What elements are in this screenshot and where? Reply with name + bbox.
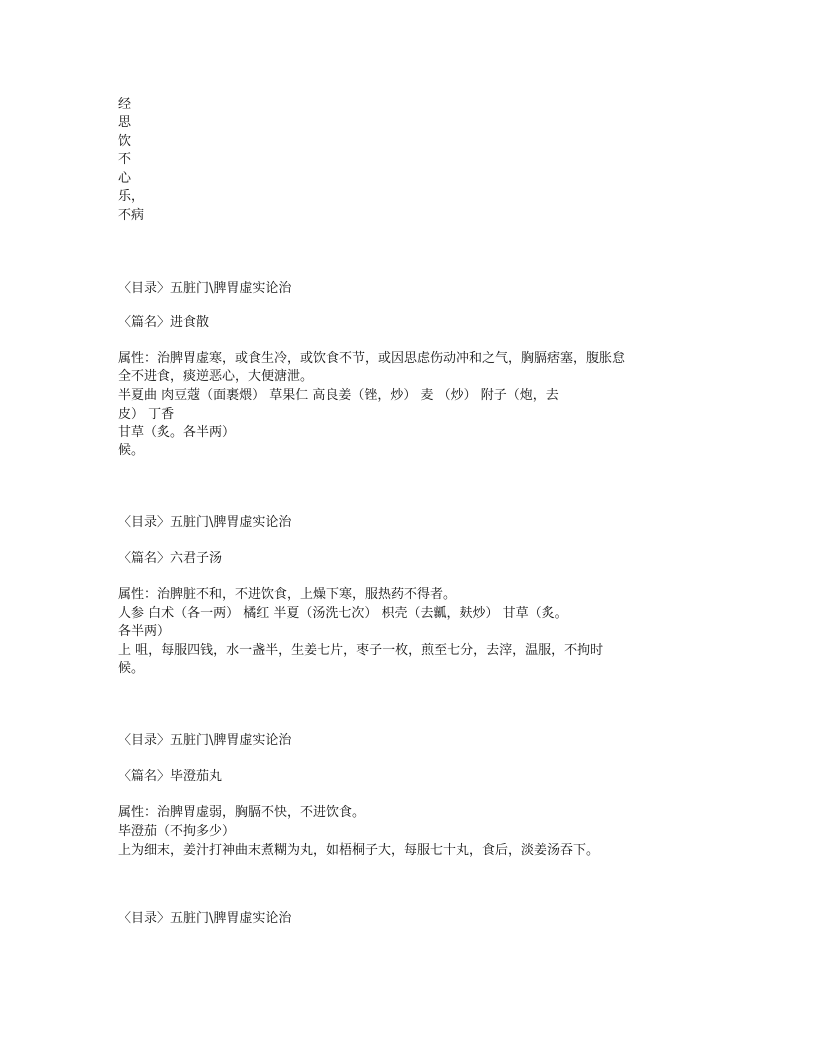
body-line: 全不进食，痰逆恶心，大便溏泄。 xyxy=(118,369,314,384)
intro-line: 乐， xyxy=(118,189,145,204)
body-line: 毕澄茄（不拘多少） xyxy=(118,824,236,839)
body-line: 甘草（炙。各半两） xyxy=(118,425,236,440)
catalog-heading: 〈目录〉五脏门\脾胃虚实论治 xyxy=(118,911,292,926)
body-line: 候。 xyxy=(118,661,145,676)
body-line: 属性：治脾脏不和，不进饮食，上燥下寒，服热药不得者。 xyxy=(118,587,457,602)
intro-line: 饮 xyxy=(118,134,132,149)
body-line: 候。 xyxy=(118,443,145,458)
section-title: 〈篇名〉进食散 xyxy=(118,315,210,330)
body-line: 半夏曲 肉豆蔻（面裹煨） 草果仁 高良姜（锉，炒） 麦 （炒） 附子（炮，去 xyxy=(118,388,559,403)
body-line: 属性：治脾胃虚寒，或食生冷，或饮食不节，或因思虑伤动冲和之气，胸膈痞塞，腹胀怠 xyxy=(118,351,626,366)
catalog-heading: 〈目录〉五脏门\脾胃虚实论治 xyxy=(118,733,292,748)
body-line: 属性：治脾胃虚弱，胸膈不快，不进饮食。 xyxy=(118,805,366,820)
catalog-heading: 〈目录〉五脏门\脾胃虚实论治 xyxy=(118,281,292,296)
intro-line: 思 xyxy=(118,115,132,130)
intro-line: 不 xyxy=(118,152,132,167)
intro-line: 不病 xyxy=(118,208,145,223)
body-line: 上为细末，姜汁打神曲末煮糊为丸，如梧桐子大，每服七十丸，食后，淡姜汤吞下。 xyxy=(118,843,600,858)
body-line: 上 咀，每服四钱，水一盏半，生姜七片，枣子一枚，煎至七分，去滓，温服，不拘时 xyxy=(118,643,604,658)
body-line: 人参 白术（各一两） 橘红 半夏（汤洗七次） 枳壳（去瓤，麸炒） 甘草（炙。 xyxy=(118,606,568,621)
section-title: 〈篇名〉六君子汤 xyxy=(118,551,223,566)
intro-line: 经 xyxy=(118,97,132,112)
intro-line: 心 xyxy=(118,171,132,186)
catalog-heading: 〈目录〉五脏门\脾胃虚实论治 xyxy=(118,515,292,530)
body-line: 各半两） xyxy=(118,624,171,639)
section-title: 〈篇名〉毕澄茄丸 xyxy=(118,769,223,784)
body-line: 皮） 丁香 xyxy=(118,407,175,422)
